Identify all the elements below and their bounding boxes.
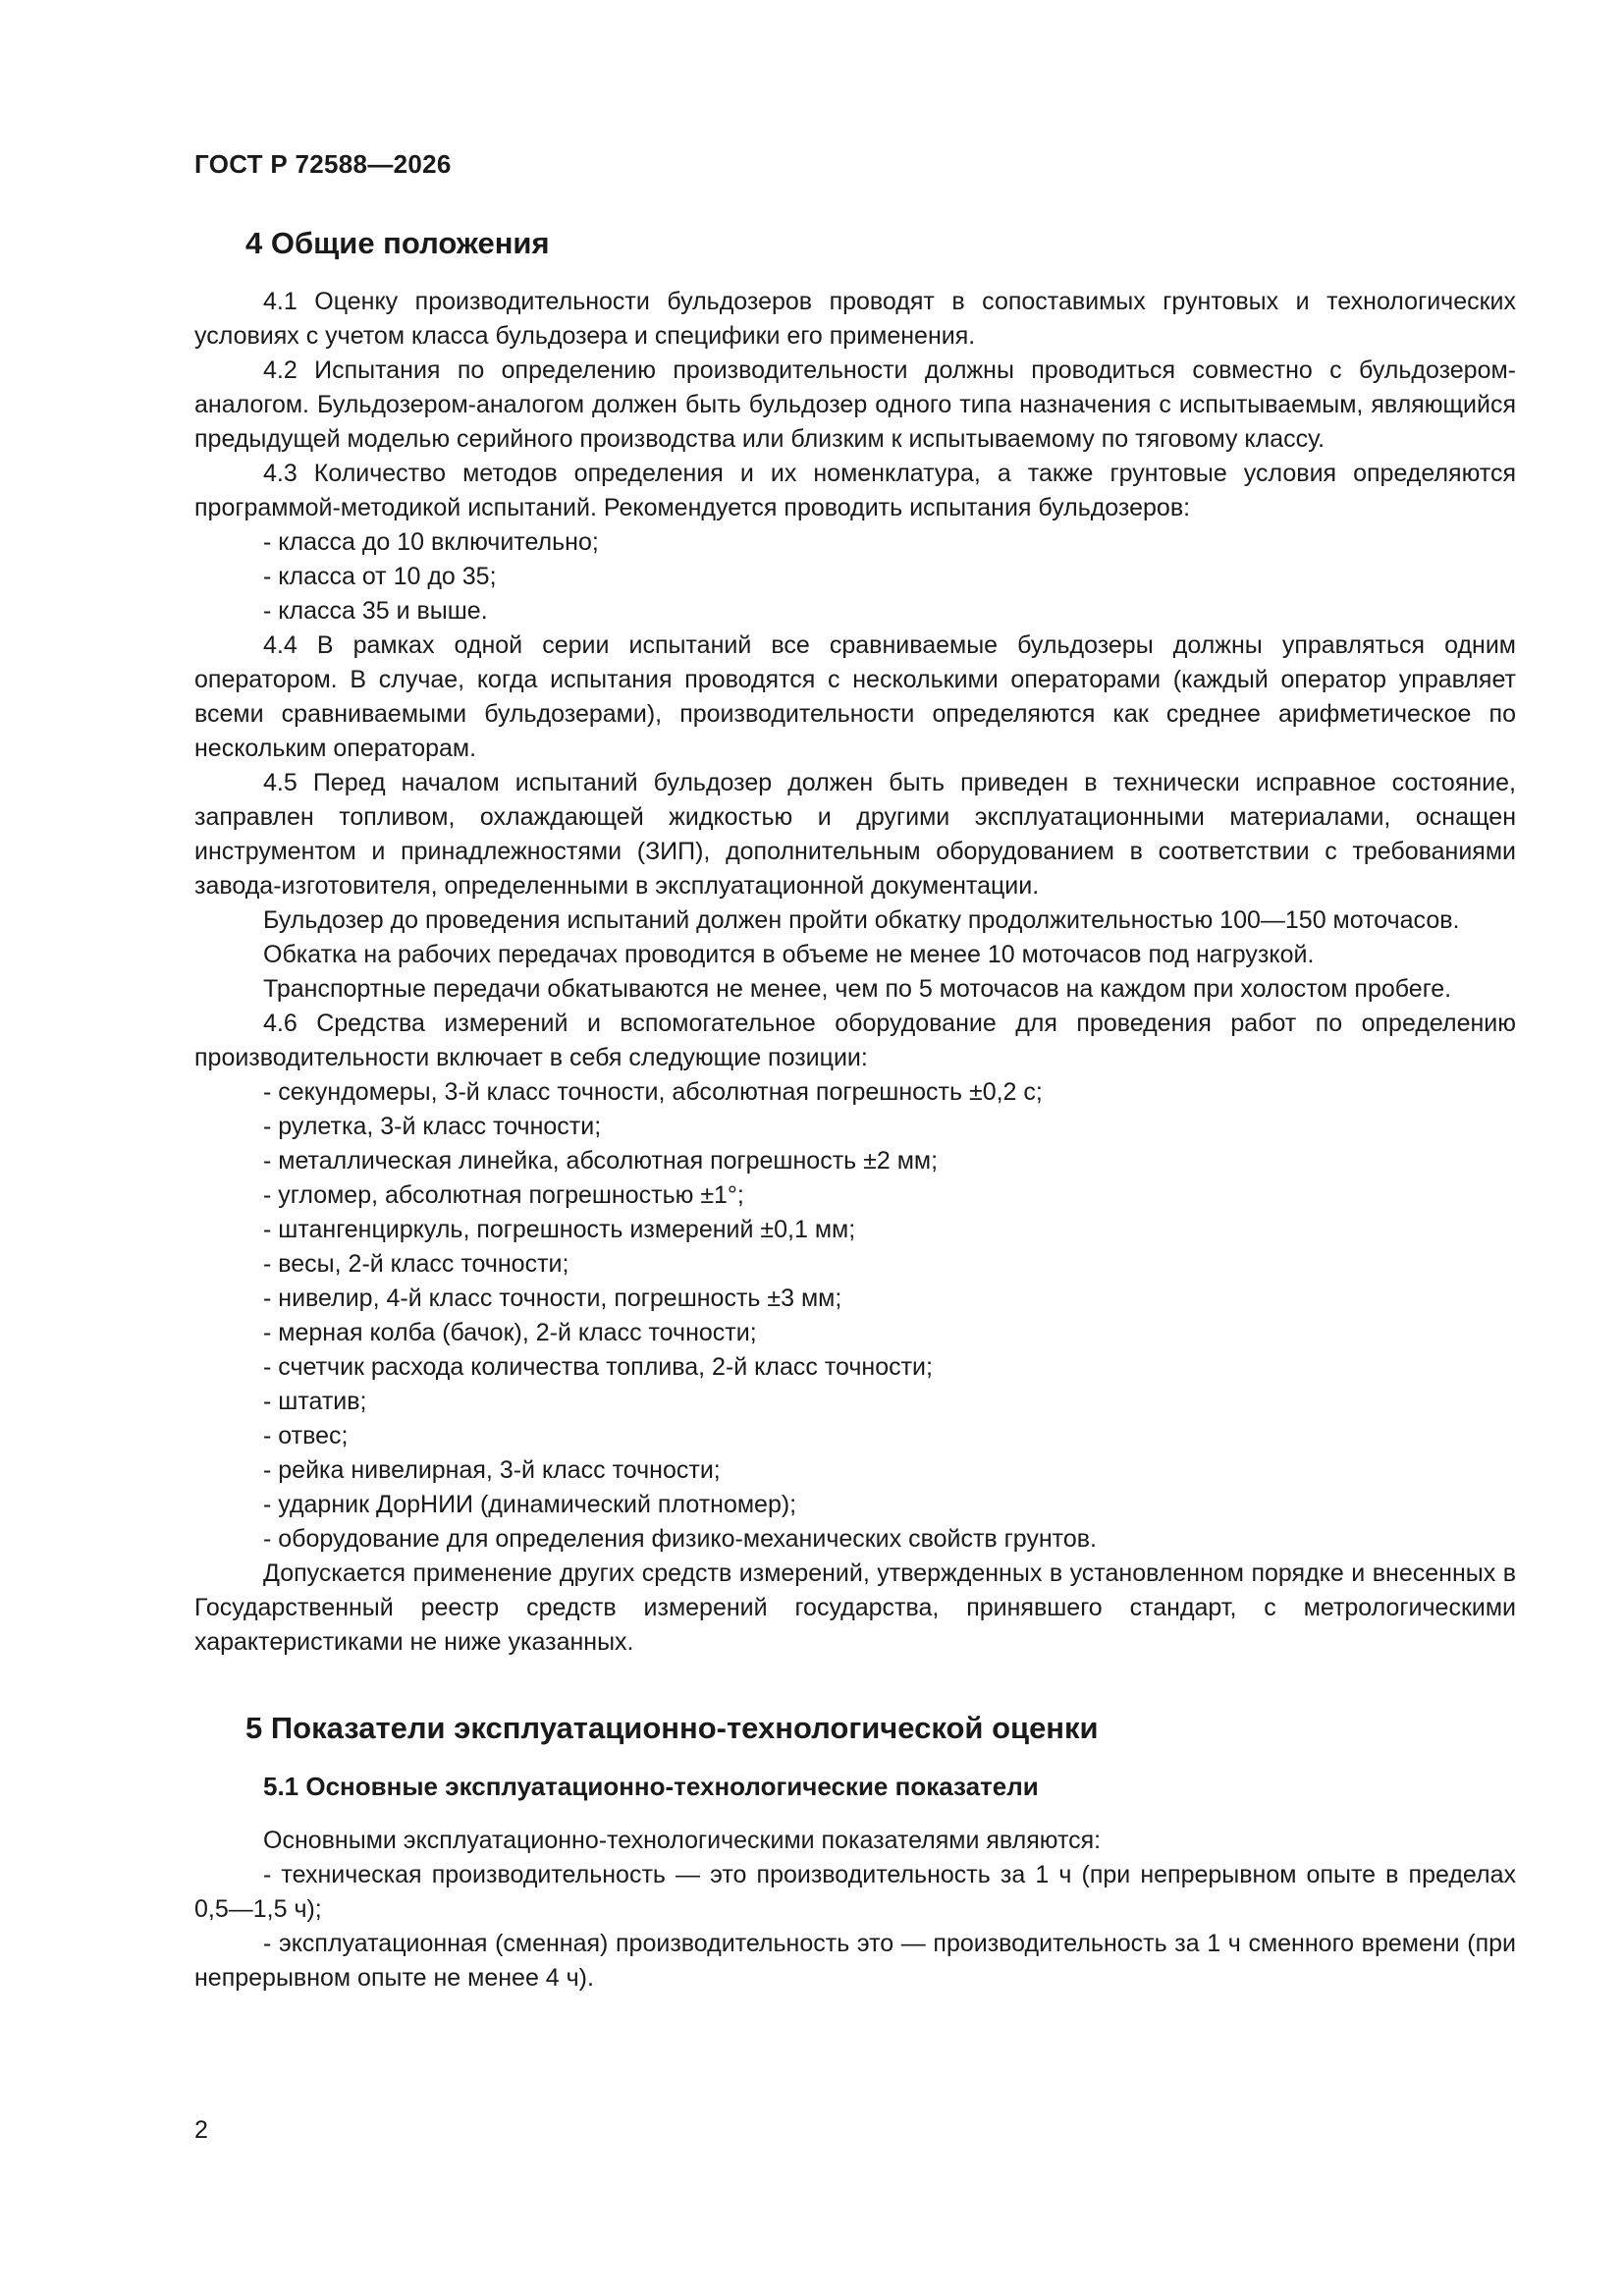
paragraph-indicators-intro: Основными эксплуатационно-технологическими показателями являются: [263,1827,1102,1854]
document-body [194,224,1516,1995]
document-header: ГОСТ Р 72588—2026 [194,149,452,179]
list-item: - класса до 10 включительно; [263,528,599,556]
list-item: - угломер, абсолютная погрешностью ±1°; [263,1181,744,1209]
paragraph-4-2: 4.2 Испытания по определению производительности должны проводиться совместно с бульдозером-аналогом. Бульдозером-аналогом должен быть бульдозер одного типа назначения с испытываемым, являющийся предыдущей моделью серийного производства или близким к испытываемому по тяговому классу. [194,356,1516,453]
list-item: - металлическая линейка, абсолютная погрешность ±2 мм; [263,1147,939,1175]
paragraph-break-in: Бульдозер до проведения испытаний должен пройти обкатку продолжительностью 100—150 моточасов. [263,906,1460,934]
subsection-5-1-title: 5.1 Основные эксплуатационно-технологические показатели [263,1772,1039,1801]
list-item: - рулетка, 3-й класс точности; [263,1113,602,1140]
paragraph-4-6: 4.6 Средства измерений и вспомогательное оборудование для проведения работ по определению производительности включает в себя следующие позиции: [194,1010,1516,1071]
list-item: - ударник ДорНИИ (динамический плотномер); [263,1491,797,1518]
list-item: - класса от 10 до 35; [263,563,497,590]
paragraph-transport-gears: Транспортные передачи обкатываются не менее, чем по 5 моточасов на каждом при холостом пробеге. [263,975,1452,1003]
paragraph-operational-productivity: - эксплуатационная (сменная) производительность это — производительность за 1 ч сменного времени (при непрерывном опыте не менее 4 ч). [194,1930,1516,1992]
section-4-title: 4 Общие положения [245,226,550,260]
paragraph-4-1: 4.1 Оценку производительности бульдозеров проводят в сопоставимых грунтовых и технологических условиях с учетом класса бульдозера и специфики его применения. [194,288,1516,350]
list-item: - секундомеры, 3-й класс точности, абсолютная погрешность ±0,2 с; [263,1078,1043,1106]
list-item: - оборудование для определения физико-механических свойств грунтов. [263,1525,1097,1553]
paragraph-technical-productivity: - техническая производительность — это производительность за 1 ч (при непрерывном опыте в пределах 0,5—1,5 ч); [194,1861,1516,1923]
list-item: - счетчик расхода количества топлива, 2-й класс точности; [263,1353,933,1381]
paragraph-4-3: 4.3 Количество методов определения и их номенклатура, а также грунтовые условия определяются программой-методикой испытаний. Рекомендуется проводить испытания бульдозеров: [194,460,1516,521]
instrument-list [194,1075,1516,1557]
paragraph-working-gears: Обкатка на рабочих передачах проводится в объеме не менее 10 моточасов под нагрузкой. [263,941,1315,968]
list-item: - штатив; [263,1388,367,1415]
paragraph-4-4: 4.4 В рамках одной серии испытаний все сравниваемые бульдозеры должны управляться одним оператором. В случае, когда испытания проводятся с несколькими операторами (каждый оператор управляет всеми сравниваемыми бульдозерами), производительности определяются как среднее арифметическое по нескольким операторам. [194,631,1516,762]
paragraph-allowed-instruments: Допускается применение других средств измерений, утвержденных в установленном порядке и внесенных в Государственный реестр средств измерений государства, принявшего стандарт, с метрологическими характеристиками не ниже указанных. [194,1559,1516,1656]
list-item: - класса 35 и выше. [263,597,488,625]
list-item: - мерная колба (бачок), 2-й класс точности; [263,1319,757,1346]
list-item: - нивелир, 4-й класс точности, погрешность ±3 мм; [263,1285,842,1312]
paragraph-4-5: 4.5 Перед началом испытаний бульдозер должен быть приведен в технически исправное состояние, заправлен топливом, охлаждающей жидкостью и другими эксплуатационными материалами, оснащен инструментом и принадлежностями (ЗИП), дополнительным оборудованием в соответствии с требованиями завода-изготовителя, определенными в эксплуатационной документации. [194,769,1516,900]
list-item: - штангенциркуль, погрешность измерений ±0,1 мм; [263,1216,856,1243]
page-number: 2 [194,2116,208,2144]
list-item: - весы, 2-й класс точности; [263,1250,569,1278]
bulldozer-class-list [194,525,1516,629]
section-5-title: 5 Показатели эксплуатационно-технологической оценки [245,1711,1099,1745]
list-item: - отвес; [263,1422,349,1449]
list-item: - рейка нивелирная, 3-й класс точности; [263,1456,721,1484]
